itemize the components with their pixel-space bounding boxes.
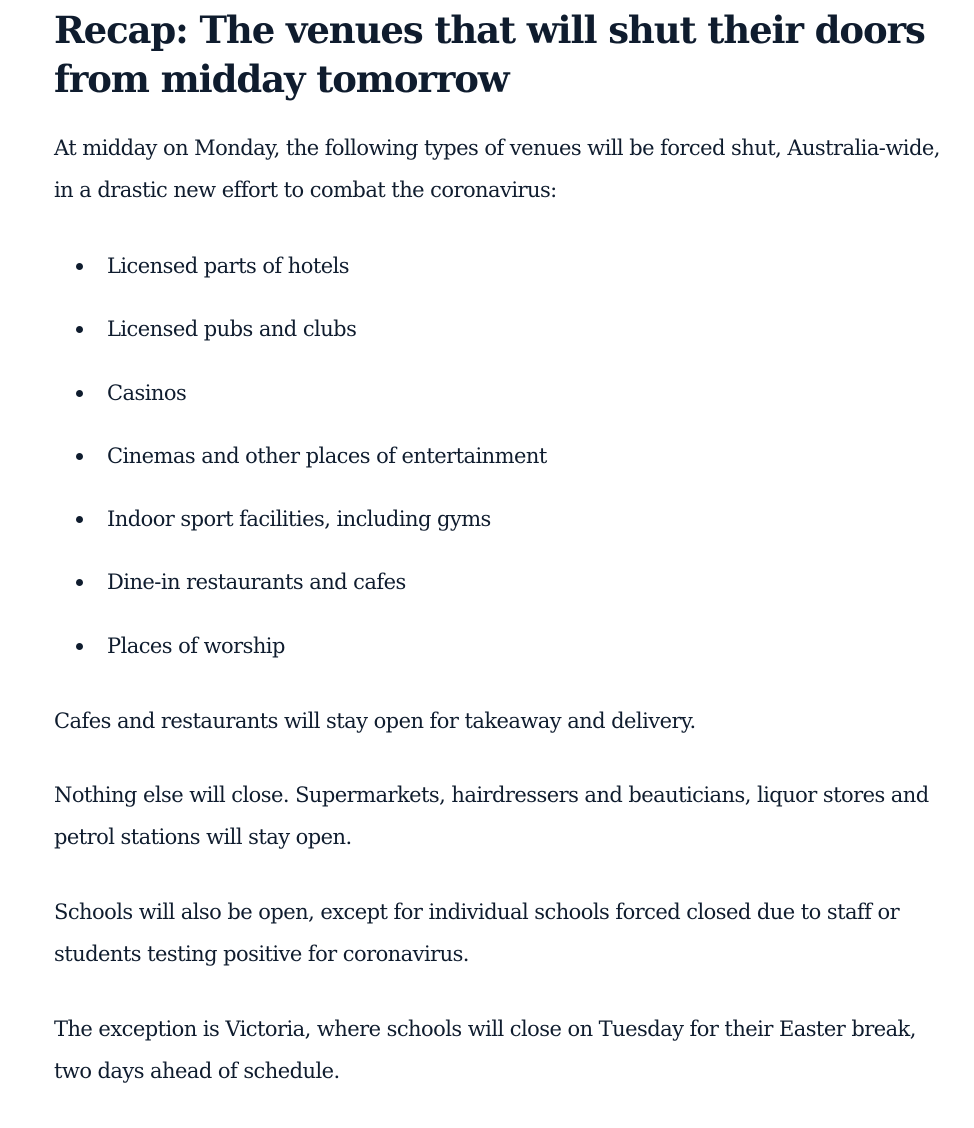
- list-item-text: Licensed pubs and clubs: [107, 317, 357, 342]
- list-item: [54, 435, 954, 498]
- nothing-else-paragraph: Nothing else will close. Supermarkets, hairdressers and beauticians, liquor stores and petrol stations will stay open.: [54, 783, 929, 850]
- list-item: [54, 625, 954, 688]
- list-item: [54, 498, 954, 561]
- bullet-icon: [76, 453, 83, 460]
- bullet-icon: [76, 579, 83, 586]
- list-item-text: Licensed parts of hotels: [107, 254, 350, 278]
- article-headline: Recap: The venues that will shut their doors from midday tomorrow: [54, 8, 925, 101]
- list-item-text: Cinemas and other places of entertainment: [107, 443, 547, 468]
- list-item: [54, 561, 954, 624]
- bullet-icon: [76, 263, 83, 270]
- list-item-text: Dine-in restaurants and cafes: [107, 570, 406, 595]
- venue-list: [54, 245, 954, 688]
- list-item: [54, 372, 954, 435]
- intro-paragraph: At midday on Monday, the following types of venues will be forced shut, Australia-wide, in a drastic new effort to combat the coronavirus:: [54, 136, 940, 202]
- bullet-icon: [76, 516, 83, 523]
- victoria-exception-paragraph: The exception is Victoria, where schools will close on Tuesday for their Easter break, two days ahead of schedule.: [54, 1017, 916, 1084]
- bullet-icon: [76, 390, 83, 397]
- article-body: [54, 6, 954, 1092]
- list-item-text: Casinos: [107, 380, 187, 405]
- takeaway-paragraph: Cafes and restaurants will stay open for takeaway and delivery.: [54, 709, 696, 734]
- bullet-icon: [76, 326, 83, 333]
- list-item-text: Indoor sport facilities, including gyms: [107, 507, 491, 532]
- list-item: [54, 308, 954, 371]
- list-item: [54, 245, 954, 308]
- list-item-text: Places of worship: [107, 633, 285, 658]
- bullet-icon: [76, 643, 83, 650]
- schools-paragraph: Schools will also be open, except for individual schools forced closed due to staff or students testing positive for coronavirus.: [54, 900, 900, 967]
